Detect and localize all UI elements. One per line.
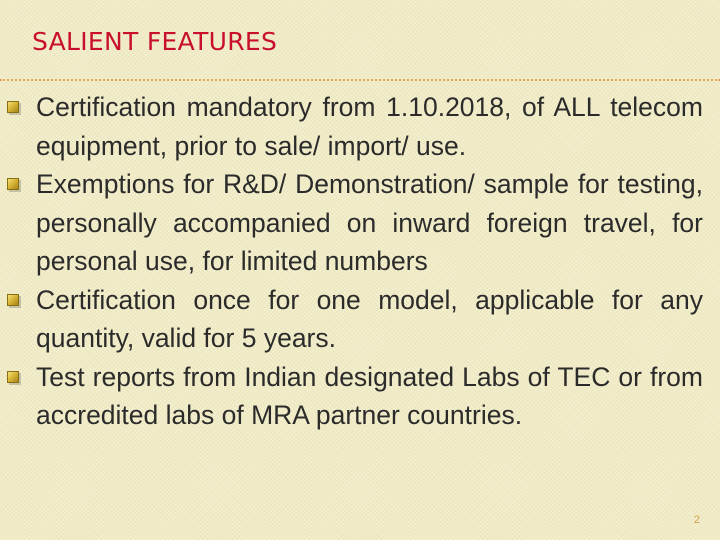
slide-title: SALIENT FEATURES: [32, 27, 278, 56]
bullet-item: [0, 358, 720, 435]
bullet-text: Exemptions for R&D/ Demonstration/ sample for testing, personally accompanied on inward foreign travel, for personal use, for limited numbers: [36, 169, 703, 276]
title-divider: [0, 79, 720, 81]
square-bullet-icon: [7, 101, 19, 113]
square-bullet-icon: [7, 371, 19, 383]
square-bullet-icon: [7, 178, 19, 190]
bullet-item: [0, 88, 720, 165]
bullet-item: [0, 165, 720, 281]
bullet-text: Certification once for one model, applicable for any quantity, valid for 5 years.: [36, 284, 703, 353]
bullet-item: [0, 281, 720, 358]
bullet-list: [0, 88, 720, 435]
page-number: 2: [693, 514, 700, 526]
square-bullet-icon: [7, 294, 19, 306]
bullet-text: Certification mandatory from 1.10.2018, of ALL telecom equipment, prior to sale/ import/ use.: [36, 92, 703, 161]
bullet-text: Test reports from Indian designated Labs of TEC or from accredited labs of MRA partner countries.: [36, 361, 703, 430]
